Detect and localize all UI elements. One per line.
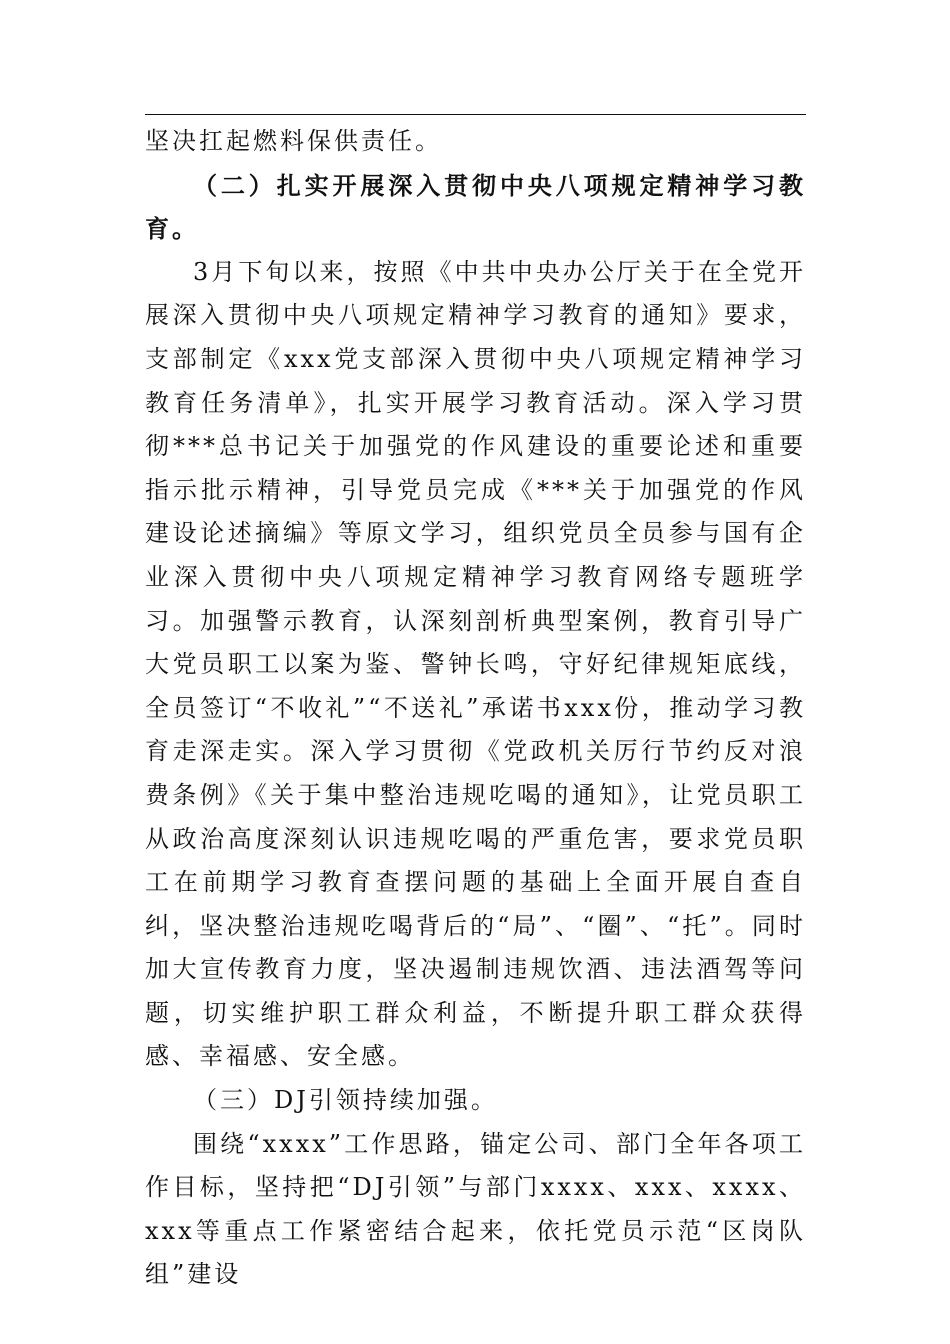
section-3-paragraph: 围绕“xxxx”工作思路，锚定公司、部门全年各项工作目标，坚持把“DJ引领”与部门xxxx、xxx、xxxx、xxx等重点工作紧密结合起来，依托党员示范“区岗队组”建设: [145, 1129, 806, 1289]
document-body: [145, 120, 806, 1297]
continuation-paragraph: 坚决扛起燃料保供责任。: [145, 127, 442, 155]
header-rule: [145, 114, 806, 115]
section-2-paragraph: 3月下旬以来，按照《中共中央办公厅关于在全党开展深入贯彻中央八项规定精神学习教育的通知》要求，支部制定《xxx党支部深入贯彻中央八项规定精神学习教育任务清单》，扎实开展学习教育活动。深入学习贯彻***总书记关于加强党的作风建设的重要论述和重要指示批示精神，引导党员完成《***关于加强党的作风建设论述摘编》等原文学习，组织党员全员参与国有企业深入贯彻中央八项规定精神学习教育网络专题班学习。加强警示教育，认深刻剖析典型案例，教育引导广大党员职工以案为鉴、警钟长鸣，守好纪律规矩底线，全员签订“不收礼”“不送礼”承诺书xxx份，推动学习教育走深走实。深入学习贯彻《党政机关厉行节约反对浪费条例》《关于集中整治违规吃喝的通知》，让党员职工从政治高度深刻认识违规吃喝的严重危害，要求党员职工在前期学习教育查摆问题的基础上全面开展自查自纠，坚决整治违规吃喝背后的“局”、“圈”、“托”。同时加大宣传教育力度，坚决遏制违规饮酒、违法酒驾等问题，切实维护职工群众利益，不断提升职工群众获得感、幸福感、安全感。: [145, 257, 806, 1071]
section-2-heading: （二）扎实开展深入贯彻中央八项规定精神学习教育。: [145, 170, 806, 244]
section-3-heading: （三）DJ引领持续加强。: [193, 1086, 498, 1115]
